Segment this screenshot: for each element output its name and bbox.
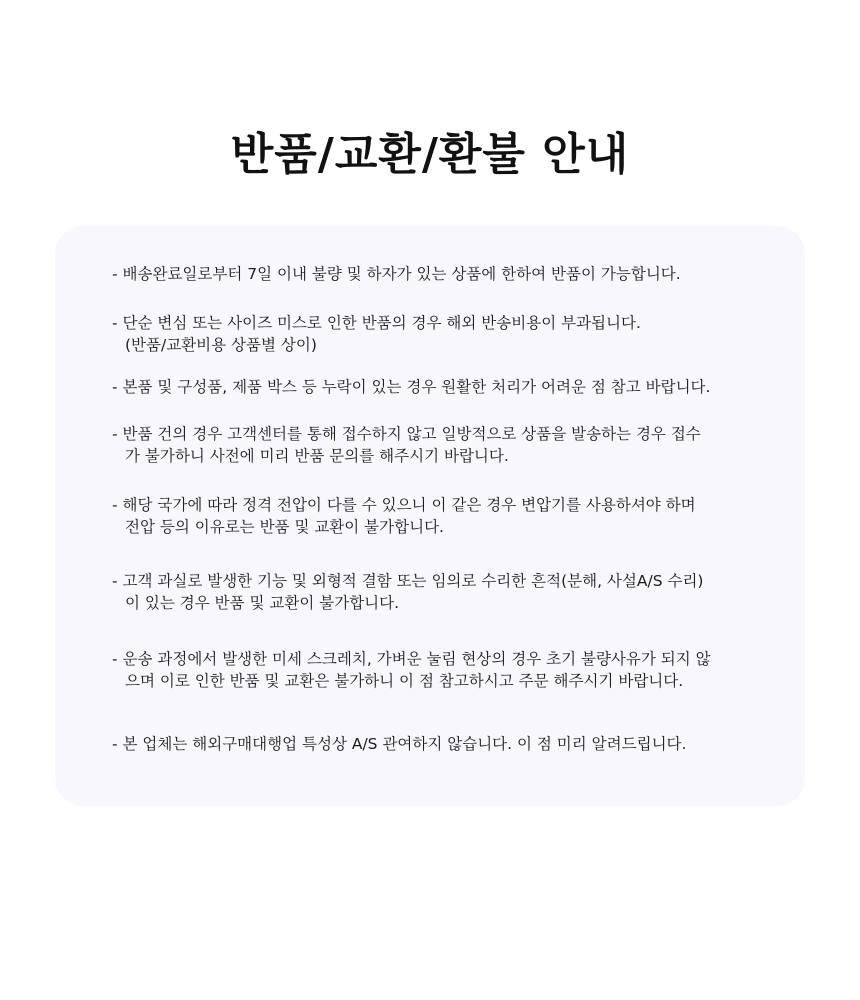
notice-item	[112, 733, 772, 755]
notice-item	[112, 376, 772, 398]
notice-line: - 해당 국가에 따라 정격 전압이 다를 수 있으니 이 같은 경우 변압기를 사용하셔야 하며	[112, 496, 696, 514]
notice-line: 전압 등의 이유로는 반품 및 교환이 불가합니다.	[125, 518, 444, 536]
notice-line: - 단순 변심 또는 사이즈 미스로 인한 반품의 경우 해외 반송비용이 부과됩니다.	[112, 314, 641, 332]
notice-item	[112, 648, 772, 692]
notice-item	[112, 423, 772, 467]
notice-line: (반품/교환비용 상품별 상이)	[125, 336, 317, 354]
notice-line: 가 불가하니 사전에 미리 반품 문의를 해주시기 바랍니다.	[125, 447, 509, 465]
notice-line: - 고객 과실로 발생한 기능 및 외형적 결함 또는 임의로 수리한 흔적(분해, 사설A/S 수리)	[112, 572, 704, 590]
notice-line: - 본 업체는 해외구매대행업 특성상 A/S 관여하지 않습니다. 이 점 미리 알려드립니다.	[112, 735, 687, 753]
notice-line: 이 있는 경우 반품 및 교환이 불가합니다.	[125, 594, 400, 612]
notice-item	[112, 312, 772, 356]
page-title: 반품/교환/환불 안내	[230, 129, 630, 180]
notice-item	[112, 263, 772, 285]
notice-line: - 반품 건의 경우 고객센터를 통해 접수하지 않고 일방적으로 상품을 발송하는 경우 접수	[112, 425, 701, 443]
notice-item	[112, 494, 772, 538]
notice-line: - 배송완료일로부터 7일 이내 불량 및 하자가 있는 상품에 한하여 반품이 가능합니다.	[112, 265, 681, 283]
notice-line: 으며 이로 인한 반품 및 교환은 불가하니 이 점 참고하시고 주문 해주시기 바랍니다.	[125, 672, 684, 690]
notice-item	[112, 570, 772, 614]
notice-line: - 본품 및 구성품, 제품 박스 등 누락이 있는 경우 원활한 처리가 어려운 점 참고 바랍니다.	[112, 378, 711, 396]
notice-line: - 운송 과정에서 발생한 미세 스크레치, 가벼운 눌림 현상의 경우 초기 불량사유가 되지 않	[112, 650, 711, 668]
